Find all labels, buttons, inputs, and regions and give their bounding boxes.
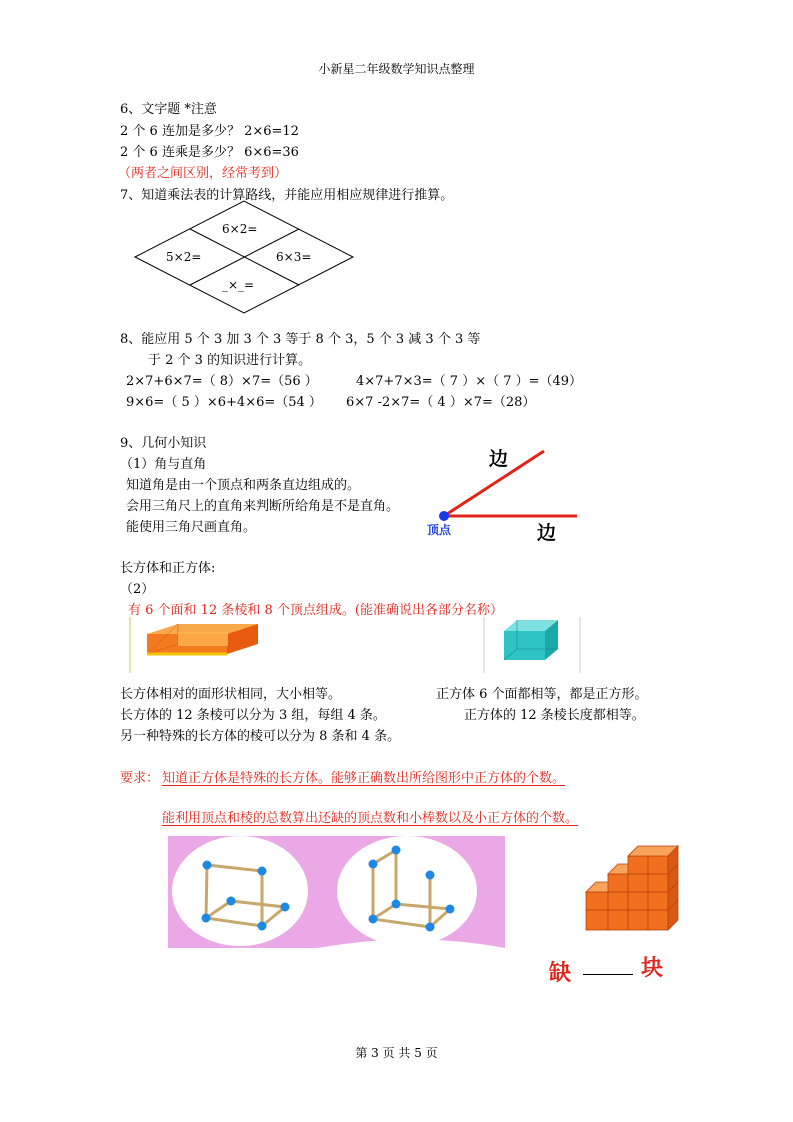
section-7-title: 7、知道乘法表的计算路线，并能应用相应规律进行推算。	[120, 188, 454, 203]
cuboid-title: 长方体和正方体:	[120, 561, 216, 576]
cuboid-fact-2: 长方体的 12 条棱可以分为 3 组，每组 4 条。	[120, 708, 386, 723]
section-6-line2: 2 个 6 连乘是多少？ 6×6=36	[120, 145, 299, 160]
angle-fact-3: 能使用三角尺画直角。	[126, 520, 257, 535]
cuboid-fact-1: 长方体相对的面形状相同，大小相等。	[120, 687, 342, 702]
requirement-text-2: 能利用顶点和棱的总数算出还缺的顶点数和小棒数以及小正方体的个数。	[162, 811, 579, 826]
diamond-cell-left: 5×2=	[166, 250, 202, 264]
section-6-title: 6、文字题 *注意	[120, 102, 217, 117]
cuboid-fact-3: 另一种特殊的长方体的棱可以分为 8 条和 4 条。	[120, 729, 401, 744]
section-8-title-cont: 于 2 个 3 的知识进行计算。	[148, 353, 312, 368]
section-9-subtitle: （1）角与直角	[120, 457, 207, 472]
requirement-label: 要求：	[120, 771, 160, 786]
cuboid-number: （2）	[120, 582, 155, 597]
diamond-cell-top: 6×2=	[222, 222, 258, 236]
equation-2: 4×7+7×3=（ 7 ）×（ 7 ）=（49）	[356, 374, 583, 389]
requirement-text-1: 知道正方体是特殊的长方体。能够正确数出所给图形中正方体的个数。	[162, 771, 566, 786]
equation-4: 6×7 -2×7=（ 4 ）×7=（28）	[346, 395, 536, 410]
diamond-cell-right: 6×3=	[276, 250, 312, 264]
cuboid-red-line: 有 6 个面和 12 条棱和 8 个顶点组成。(能准确说出各部分名称）	[128, 603, 503, 618]
section-9-title: 9、几何小知识	[120, 436, 207, 451]
missing-suffix: 块	[641, 956, 664, 981]
angle-fact-2: 会用三角尺上的直角来判断所给角是不是直角。	[126, 499, 400, 514]
angle-vertex-label: 顶点	[427, 523, 452, 537]
equation-1: 2×7+6×7=（ 8）×7=（56 ）	[126, 374, 318, 389]
missing-answer-blank[interactable]	[583, 974, 633, 975]
missing-prefix: 缺	[549, 961, 572, 986]
section-8-title: 8、能应用 5 个 3 加 3 个 3 等于 8 个 3，5 个 3 减 3 个 3 等	[120, 332, 481, 347]
section-6-note: （两者之间区别，经常考到）	[118, 166, 288, 181]
diamond-cell-bottom: _×_=	[222, 278, 255, 292]
page-header: 小新星二年级数学知识点整理	[318, 62, 475, 76]
angle-edge-label-bottom: 边	[537, 522, 557, 544]
page-footer: 第 3 页 共 5 页	[355, 1046, 438, 1060]
angle-fact-1: 知道角是由一个顶点和两条直边组成的。	[126, 478, 361, 493]
cube-fact-1: 正方体 6 个面都相等，都是正方形。	[436, 687, 648, 702]
section-6-line1: 2 个 6 连加是多少？ 2×6=12	[120, 124, 299, 139]
cube-fact-2: 正方体的 12 条棱长度都相等。	[464, 708, 645, 723]
angle-edge-label-top: 边	[489, 448, 509, 470]
equation-3: 9×6=（ 5 ）×6+4×6=（54 ）	[126, 395, 322, 410]
